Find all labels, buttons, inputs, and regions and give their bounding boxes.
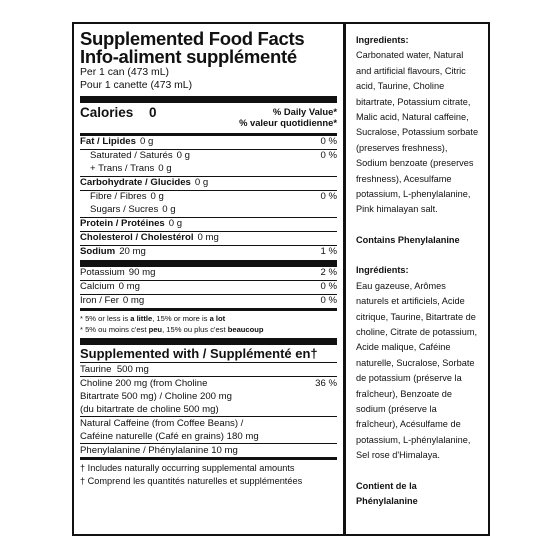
nutrient-amount: 90 mg xyxy=(128,266,156,278)
nutrient-dv: 0 % xyxy=(320,280,337,292)
footnote-fr: † Comprend les quantités naturelles et supplémentées xyxy=(80,475,303,486)
nutrient-label: Carbohydrate / Glucides xyxy=(80,176,191,188)
contains-en: Contains Phenylalanine xyxy=(356,234,460,245)
daily-value-fr: % valeur quotidienne* xyxy=(239,117,337,129)
nutrient-row xyxy=(80,218,337,231)
nutrient-row xyxy=(80,150,337,163)
nutrient-label: Calcium xyxy=(80,280,115,292)
calories-label: Calories xyxy=(80,104,134,120)
nutrient-label: Protein / Protéines xyxy=(80,217,165,229)
nutrient-dv: 0 % xyxy=(320,135,337,147)
ingredients-text-en: Carbonated water, Natural and artificial flavours, Citric acid, Taurine, Choline bitartrate, Potassium citrate, Malic acid, Natural caffeine, Sucralose, Potassium sorbate (preserves freshness), Sodium benzoate (preserves freshness), Acesulfame potassium, L-phenylalanine, Pink himalayan salt. xyxy=(356,50,479,215)
note-en: * 5% or less is a little, 15% or more is a lot xyxy=(80,313,226,323)
nutrient-row xyxy=(80,281,337,294)
nutrient-label: + Trans / Trans xyxy=(90,162,155,174)
nutrient-dv: 0 % xyxy=(320,294,337,306)
nutrient-amount: 0 g xyxy=(150,190,164,202)
contains-fr: Contient de la Phénylalanine xyxy=(356,480,418,506)
nutrient-label: Cholesterol / Cholestérol xyxy=(80,231,194,243)
daily-value-en: % Daily Value* xyxy=(272,105,337,117)
nutrient-label: Fat / Lipides xyxy=(80,135,136,147)
note-fr: * 5% ou moins c'est peu, 15% ou plus c'est beaucoup xyxy=(80,325,264,335)
nutrient-row xyxy=(80,267,337,280)
nutrient-label: Saturated / Saturés xyxy=(90,149,173,161)
nutrition-facts-panel xyxy=(72,22,345,536)
serving-size-fr: Pour 1 canette (473 mL) xyxy=(80,80,193,92)
nutrient-amount: 0 g xyxy=(194,176,209,188)
nutrient-label: Sugars / Sucres xyxy=(90,203,159,215)
thick-divider xyxy=(80,338,337,345)
facts-title-en: Supplemented Food Facts xyxy=(80,28,305,49)
ingredients-panel xyxy=(344,22,490,536)
nutrient-dv: 2 % xyxy=(320,266,337,278)
footnote-en: † Includes naturally occurring supplemental amounts xyxy=(80,462,295,473)
supplement-phenylalanine: Phenylalanine / Phénylalanine 10 mg xyxy=(80,444,238,456)
nutrient-row xyxy=(80,246,337,259)
nutrient-dv: 0 % xyxy=(320,149,337,161)
nutrient-amount: 0 mg xyxy=(118,280,140,292)
nutrient-amount: 0 g xyxy=(162,203,176,215)
footnote xyxy=(80,460,337,488)
calories-value: 0 xyxy=(149,104,157,120)
nutrient-row xyxy=(80,232,337,245)
choline-dv: 36 % xyxy=(315,377,337,389)
nutrient-amount: 0 g xyxy=(139,135,154,147)
thick-divider xyxy=(80,260,337,267)
nutrient-row xyxy=(80,136,337,149)
nutrient-dv: 1 % xyxy=(320,245,337,257)
supplement-choline: Choline 200 mg (from Choline Bitartrate 500 mg) / Choline 200 mg (du bitartrate de choline 500 mg) 36 % xyxy=(80,377,337,415)
serving-size-en: Per 1 can (473 mL) xyxy=(80,67,169,78)
facts-title-fr: Info-aliment supplémenté xyxy=(80,46,297,67)
nutrient-amount: 0 mg xyxy=(122,294,145,306)
nutrient-label: Sodium xyxy=(80,245,116,257)
nutrient-row xyxy=(80,163,337,176)
nutrient-amount: 0 mg xyxy=(197,231,219,243)
supplemented-title: Supplemented with / Supplémenté en† xyxy=(80,345,318,361)
thick-divider xyxy=(80,96,337,103)
nutrient-amount: 0 g xyxy=(168,217,183,229)
nutrient-amount: 0 g xyxy=(158,162,172,174)
nutrient-label: Potassium xyxy=(80,266,125,278)
nutrient-label: Iron / Fer xyxy=(80,294,119,306)
ingredients-text-fr: Eau gazeuse, Arômes naturels et artificiels, Acide citrique, Taurine, Bitartrate de choline, Citrate de potassium, Acide malique, Caféine naturelle, Sucralose, Sorbate de potassium (préserve la fraîcheur), Benzoate de sodium (préserve la fraîcheur), Acésulfame de potassium, L-phénylalanine, Sel rose d'Himalaya. xyxy=(356,280,478,461)
supplement-caffeine: Natural Caffeine (from Coffee Beans) / Caféine naturelle (Café en grains) 180 mg xyxy=(80,417,259,442)
ingredients-heading-fr: Ingrédients: xyxy=(356,265,409,276)
daily-value-notes xyxy=(80,311,337,338)
calories-row xyxy=(80,103,337,133)
nutrient-label: Fibre / Fibres xyxy=(90,190,147,202)
nutrient-dv: 0 % xyxy=(320,190,337,202)
ingredients-heading-en: Ingredients: xyxy=(356,35,409,45)
nutrient-row xyxy=(80,295,337,308)
supplement-taurine: Taurine 500 mg xyxy=(80,363,149,375)
nutrient-amount: 0 g xyxy=(176,149,191,161)
daily-value-header xyxy=(239,105,337,129)
nutrient-amount: 20 mg xyxy=(119,245,146,257)
nutrient-row xyxy=(80,177,337,190)
nutrient-row xyxy=(80,191,337,204)
nutrient-row xyxy=(80,204,337,217)
